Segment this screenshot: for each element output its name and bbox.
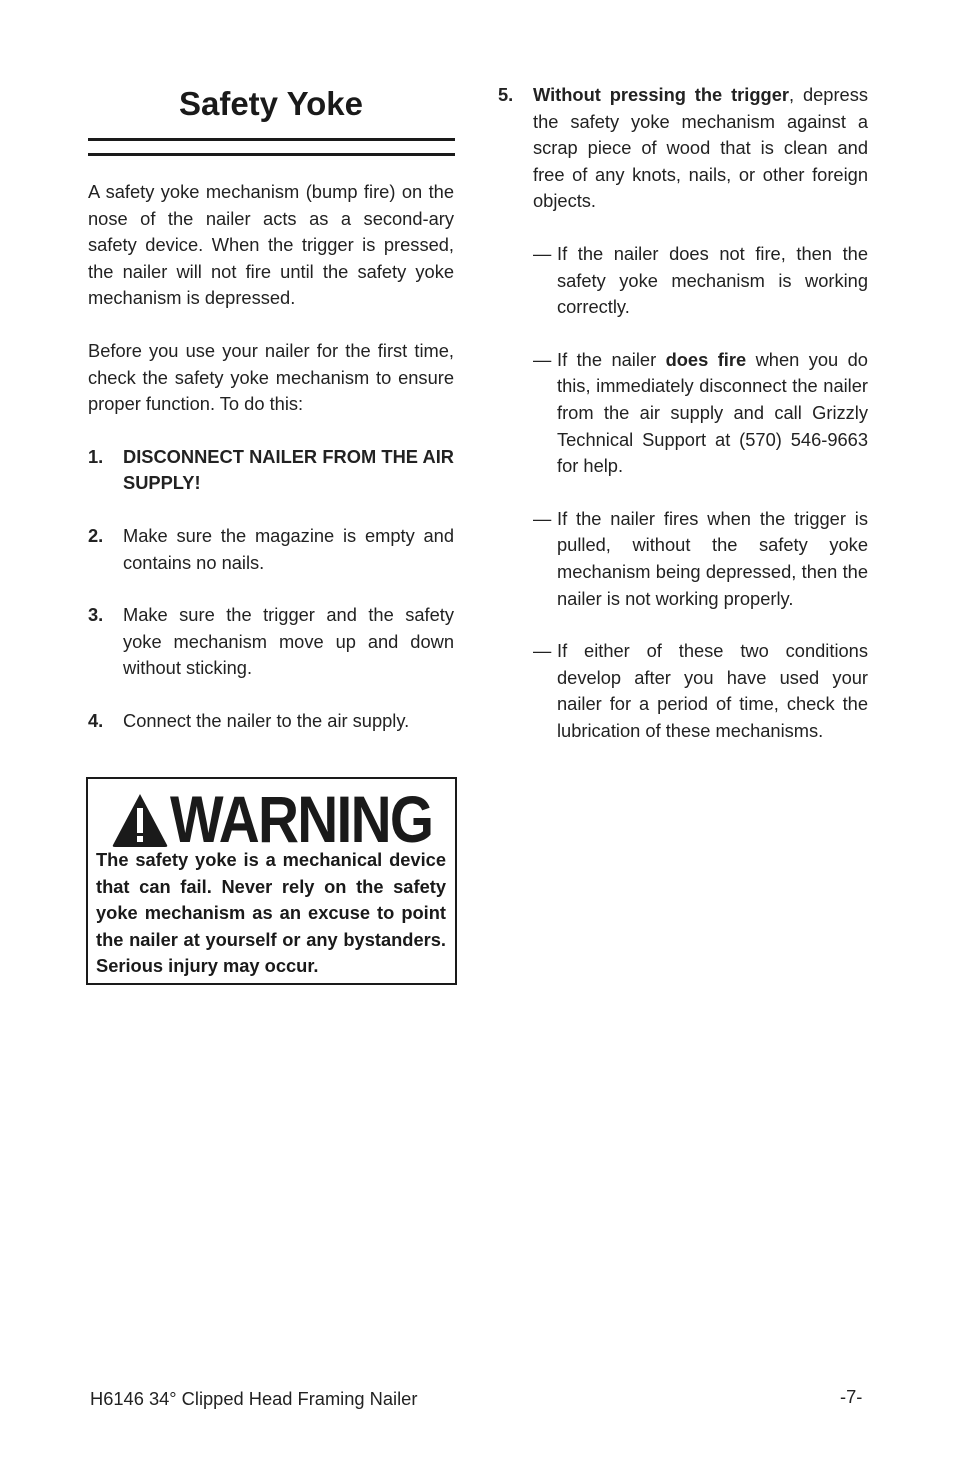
section-title: Safety Yoke (178, 85, 364, 122)
warning-heading (110, 782, 440, 856)
warning-text: The safety yoke is a mechanical device that can fail. Never rely on the safety yoke mechanism as an excuse to point the nailer at yourself or any bystanders. Serious injury may occur. (96, 849, 446, 977)
condition-item (533, 347, 868, 480)
step-text: Make sure the magazine is empty and contains no nails. (123, 524, 454, 573)
step-4 (88, 708, 454, 735)
step-number: 3. (88, 604, 104, 626)
step-number: 5. (498, 84, 514, 105)
left-column (88, 82, 454, 735)
step-1 (88, 444, 454, 497)
step-number: 2. (88, 524, 104, 546)
warning-label: WARNING (170, 782, 433, 856)
warning-box (86, 777, 457, 985)
step-text: DISCONNECT NAILER FROM THE AIR SUPPLY! (123, 445, 454, 494)
step-bold-lead: Without pressing the trigger (533, 84, 789, 105)
condition-text (557, 347, 868, 480)
title-double-rule (88, 138, 455, 156)
exclamation-triangle-icon (110, 791, 170, 849)
step-5 (498, 82, 868, 215)
condition-pre: If the nailer (557, 348, 666, 370)
condition-bold: does fire (665, 348, 747, 370)
condition-item (533, 241, 868, 321)
rule-line-bottom (88, 153, 455, 156)
step-number: 4. (88, 709, 104, 731)
dash-mark: — (533, 242, 552, 264)
condition-post: when you do this, immediately disconnect the nailer from the air supply and call Grizzly Technical Support at (570) 546-9663 for help. (557, 348, 868, 477)
intro-paragraph-1: A safety yoke mechanism (bump fire) on the nose of the nailer acts as a second-ary safety device. When the trigger is pressed, the nailer will not fire until the safety yoke mechanism is depressed. (88, 181, 454, 309)
step-2 (88, 523, 454, 576)
step-number: 1. (88, 445, 104, 467)
condition-text: If the nailer fires when the trigger is pulled, without the safety yoke mechanism being depressed, then the nailer is not working properly. (557, 507, 868, 609)
right-column (498, 82, 868, 744)
condition-item (533, 638, 868, 744)
step-rest: , depress the safety yoke mechanism against a scrap piece of wood that is clean and free of any knots, nails, or other foreign objects. (533, 84, 868, 212)
dash-mark: — (533, 640, 552, 662)
step-text: Connect the nailer to the air supply. (123, 709, 410, 731)
condition-text: If either of these two conditions develop after you have used your nailer for a period of time, check the lubrication of these mechanisms. (557, 640, 868, 741)
dash-mark: — (533, 507, 552, 529)
page-number: -7- (840, 1386, 863, 1407)
step-3 (88, 602, 454, 682)
step-text (533, 82, 868, 215)
rule-line-top (88, 138, 455, 141)
intro-paragraph-2: Before you use your nailer for the first time, check the safety yoke mechanism to ensure proper function. To do this: (88, 339, 454, 415)
condition-item (533, 506, 868, 612)
step-text: Make sure the trigger and the safety yoke mechanism move up and down without sticking. (123, 604, 454, 679)
condition-text: If the nailer does not fire, then the safety yoke mechanism is working correctly. (557, 242, 868, 318)
dash-mark: — (533, 348, 552, 370)
footer-model-name: H6146 34° Clipped Head Framing Nailer (90, 1388, 418, 1409)
